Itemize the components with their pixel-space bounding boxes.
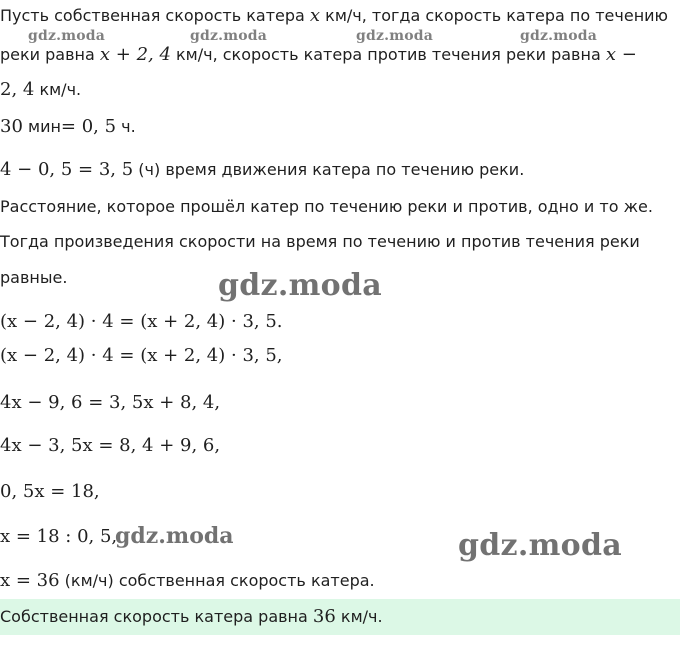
text-fragment: Пусть собственная скорость катера xyxy=(0,6,310,25)
watermark: gdz.moda xyxy=(190,28,268,44)
watermark: gdz.moda xyxy=(115,523,234,549)
text-line-1 xyxy=(0,6,668,26)
text-line-3 xyxy=(0,80,81,100)
text-line-7: Тогда произведения скорости на время по течению и против течения реки xyxy=(0,232,640,251)
answer-text xyxy=(0,607,383,627)
text-fragment: км/ч. xyxy=(335,607,383,626)
math-expression: x = 36 xyxy=(0,570,60,591)
watermark: gdz.moda xyxy=(28,28,106,44)
text-fragment: мин xyxy=(22,117,61,136)
watermark: gdz.moda xyxy=(356,28,434,44)
text-fragment: (ч) время движения катера по течению реки. xyxy=(133,160,525,179)
math-variable: x xyxy=(309,5,321,26)
text-fragment: км/ч, скорость катера против течения реки равна xyxy=(170,45,606,64)
equation-6: x = 18 : 0, 5, xyxy=(0,526,118,547)
math-expression: 30 xyxy=(0,116,23,137)
math-expression: = 0, 5 xyxy=(60,116,117,137)
equation-2: (x − 2, 4) · 4 = (x + 2, 4) · 3, 5, xyxy=(0,345,283,366)
text-fragment: реки равна xyxy=(0,45,100,64)
equation-1: (x − 2, 4) · 4 = (x + 2, 4) · 3, 5. xyxy=(0,311,283,332)
equation-3: 4x − 9, 6 = 3, 5x + 8, 4, xyxy=(0,392,221,413)
math-expression: 2, 4 xyxy=(0,79,35,100)
equation-4: 4x − 3, 5x = 8, 4 + 9, 6, xyxy=(0,435,221,456)
text-fragment: км/ч, тогда скорость катера по течению xyxy=(320,6,669,25)
text-fragment: Собственная скорость катера равна xyxy=(0,607,313,626)
watermark: gdz.moda xyxy=(218,268,383,303)
text-fragment: ч. xyxy=(116,117,136,136)
math-expression: x + 2, 4 xyxy=(99,44,171,65)
text-line-2 xyxy=(0,45,637,65)
text-line-8: равные. xyxy=(0,268,68,287)
watermark: gdz.moda xyxy=(520,28,598,44)
text-line-4 xyxy=(0,117,136,137)
text-line-5 xyxy=(0,160,524,180)
math-expression: 4 − 0, 5 = 3, 5 xyxy=(0,159,134,180)
text-fragment: (км/ч) собственная скорость катера. xyxy=(59,571,375,590)
text-fragment: км/ч. xyxy=(34,80,82,99)
text-line-result xyxy=(0,571,375,591)
math-expression: x − xyxy=(605,44,637,65)
equation-5: 0, 5x = 18, xyxy=(0,481,100,502)
watermark: gdz.moda xyxy=(458,528,623,563)
text-line-6: Расстояние, которое прошёл катер по течению реки и против, одно и то же. xyxy=(0,197,653,216)
math-expression: 36 xyxy=(312,606,336,627)
